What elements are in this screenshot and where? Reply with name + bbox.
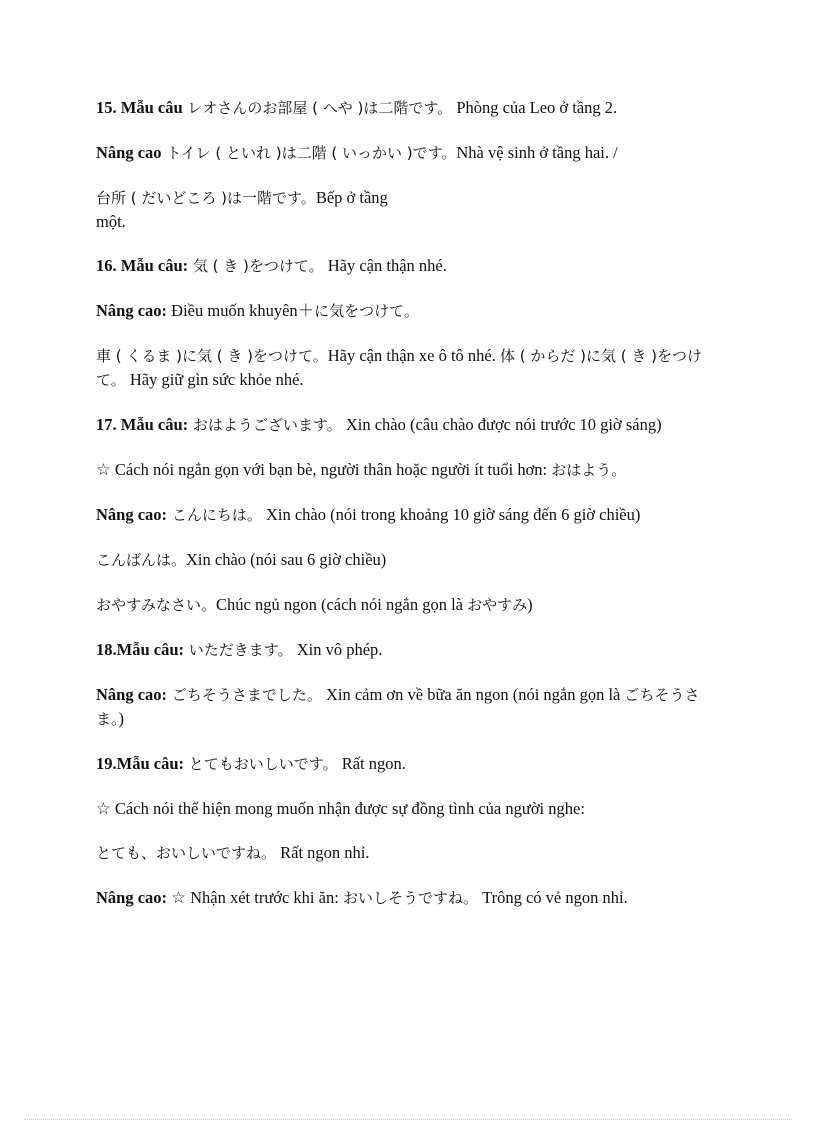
s18-adv-jp2: ごちそうさま。 bbox=[96, 686, 700, 728]
s15-main-vi: Phòng của Leo ở tầng 2. bbox=[452, 98, 618, 117]
s15-tail: một. bbox=[96, 212, 126, 231]
s16-adv-label: Nâng cao: bbox=[96, 301, 168, 320]
s19-adv-label: Nâng cao: bbox=[96, 888, 168, 907]
s19-star-paragraph bbox=[96, 797, 720, 820]
s17-adv-label: Nâng cao: bbox=[96, 505, 168, 524]
s17-main-paragraph bbox=[96, 413, 720, 437]
s15-adv-jp2: 台所 ( だいどころ )は一階です。 bbox=[96, 189, 316, 207]
s19-adv-vi: Trông có vẻ ngon nhỉ. bbox=[477, 888, 628, 907]
s16-adv-jp: に気をつけて。 bbox=[314, 302, 419, 320]
s19-ex-vi: Rất ngon nhỉ. bbox=[276, 843, 370, 862]
s15-main-paragraph bbox=[96, 96, 720, 120]
s16-main-jp: 気 ( き )をつけて。 bbox=[188, 257, 324, 275]
s18-adv-vi: Xin cảm ơn về bữa ăn ngon (nói ngắn gọn là bbox=[321, 685, 625, 704]
s16-ex-jp2: 体 ( からだ )に気 ( き )をつけて。 bbox=[96, 347, 703, 389]
s16-adv-vi: Điều muốn khuyên＋ bbox=[167, 301, 315, 320]
s16-ex-jp1: 車 ( くるま )に気 ( き )をつけて。 bbox=[96, 347, 328, 365]
s18-main-label: 18.Mẫu câu: bbox=[96, 640, 184, 659]
s16-ex-vi1: Hãy cận thận xe ô tô nhé. bbox=[327, 346, 500, 365]
s16-main-vi: Hãy cận thận nhé. bbox=[323, 256, 447, 275]
s17-star-jp: おはよう。 bbox=[551, 461, 627, 479]
s19-main-paragraph bbox=[96, 752, 720, 776]
s15-adv-vi1: Nhà vệ sinh ở tầng hai. / bbox=[456, 143, 618, 162]
s17-main-vi: Xin chào (câu chào được nói trước 10 giờ sáng) bbox=[341, 415, 662, 434]
s16-main-paragraph bbox=[96, 254, 720, 278]
s18-main-vi: Xin vô phép. bbox=[292, 640, 383, 659]
s19-star-vi: ☆ Cách nói thể hiện mong muốn nhận được sự đồng tình của người nghe: bbox=[96, 799, 585, 818]
s17-adv-paragraph bbox=[96, 503, 720, 527]
s16-example-paragraph bbox=[96, 344, 720, 392]
s15-adv-jp1: トイレ ( といれ )は二階 ( いっかい )です。 bbox=[161, 144, 457, 162]
s15-main-jp: レオさんのお部屋 ( へや )は二階です。 bbox=[182, 99, 453, 117]
s19-main-vi: Rất ngon. bbox=[337, 754, 406, 773]
s17-main-jp: おはようございます。 bbox=[188, 416, 342, 434]
s18-main-paragraph bbox=[96, 638, 720, 662]
s15-adv-paragraph-2 bbox=[96, 186, 720, 233]
s15-adv-label: Nâng cao bbox=[96, 143, 162, 162]
s17-ex2-end: ) bbox=[527, 595, 533, 614]
s17-star-vi: ☆ Cách nói ngắn gọn với bạn bè, người thân hoặc người ít tuổi hơn: bbox=[96, 460, 552, 479]
s19-main-label: 19.Mẫu câu: bbox=[96, 754, 184, 773]
s17-ex1-vi: Xin chào (nói sau 6 giờ chiều) bbox=[186, 550, 387, 569]
s19-ex-paragraph bbox=[96, 841, 720, 865]
page-bottom-divider bbox=[24, 1119, 792, 1120]
s17-star-paragraph bbox=[96, 458, 720, 482]
s17-adv-vi: Xin chào (nói trong khoảng 10 giờ sáng đến 6 giờ chiều) bbox=[261, 505, 641, 524]
s17-ex2-vi: Chúc ngủ ngon (cách nói ngắn gọn là bbox=[216, 595, 468, 614]
s17-adv-jp: こんにちは。 bbox=[167, 506, 262, 524]
s18-adv-end: ) bbox=[118, 709, 125, 728]
s15-adv-vi2: Bếp ở tầng bbox=[315, 188, 388, 207]
s16-ex-vi2: Hãy giữ gìn sức khỏe nhé. bbox=[125, 370, 304, 389]
s18-main-jp: いただきます。 bbox=[184, 641, 293, 659]
s17-ex1-paragraph bbox=[96, 548, 720, 572]
s18-adv-jp: ごちそうさまでした。 bbox=[167, 686, 322, 704]
s17-ex2-jp: おやすみなさい。 bbox=[96, 596, 217, 614]
s19-adv-paragraph bbox=[96, 886, 720, 910]
s15-adv-paragraph bbox=[96, 141, 720, 165]
s17-ex2-paragraph bbox=[96, 593, 720, 617]
s17-ex2-jp2: おやすみ bbox=[467, 596, 528, 614]
s16-main-label: 16. Mẫu câu: bbox=[96, 256, 189, 275]
s19-main-jp: とてもおいしいです。 bbox=[184, 755, 338, 773]
s19-adv-jp: おいしそうですね。 bbox=[342, 889, 478, 907]
s17-main-label: 17. Mẫu câu: bbox=[96, 415, 189, 434]
s19-adv-star: ☆ Nhận xét trước khi ăn: bbox=[167, 888, 343, 907]
s16-adv-paragraph bbox=[96, 299, 720, 323]
s17-ex1-jp: こんばんは。 bbox=[96, 551, 187, 569]
s18-adv-label: Nâng cao: bbox=[96, 685, 168, 704]
s15-main-label: 15. Mẫu câu bbox=[96, 98, 183, 117]
document-page bbox=[96, 96, 720, 931]
s19-ex-jp: とても、おいしいですね。 bbox=[96, 844, 277, 862]
s18-adv-paragraph bbox=[96, 683, 720, 731]
